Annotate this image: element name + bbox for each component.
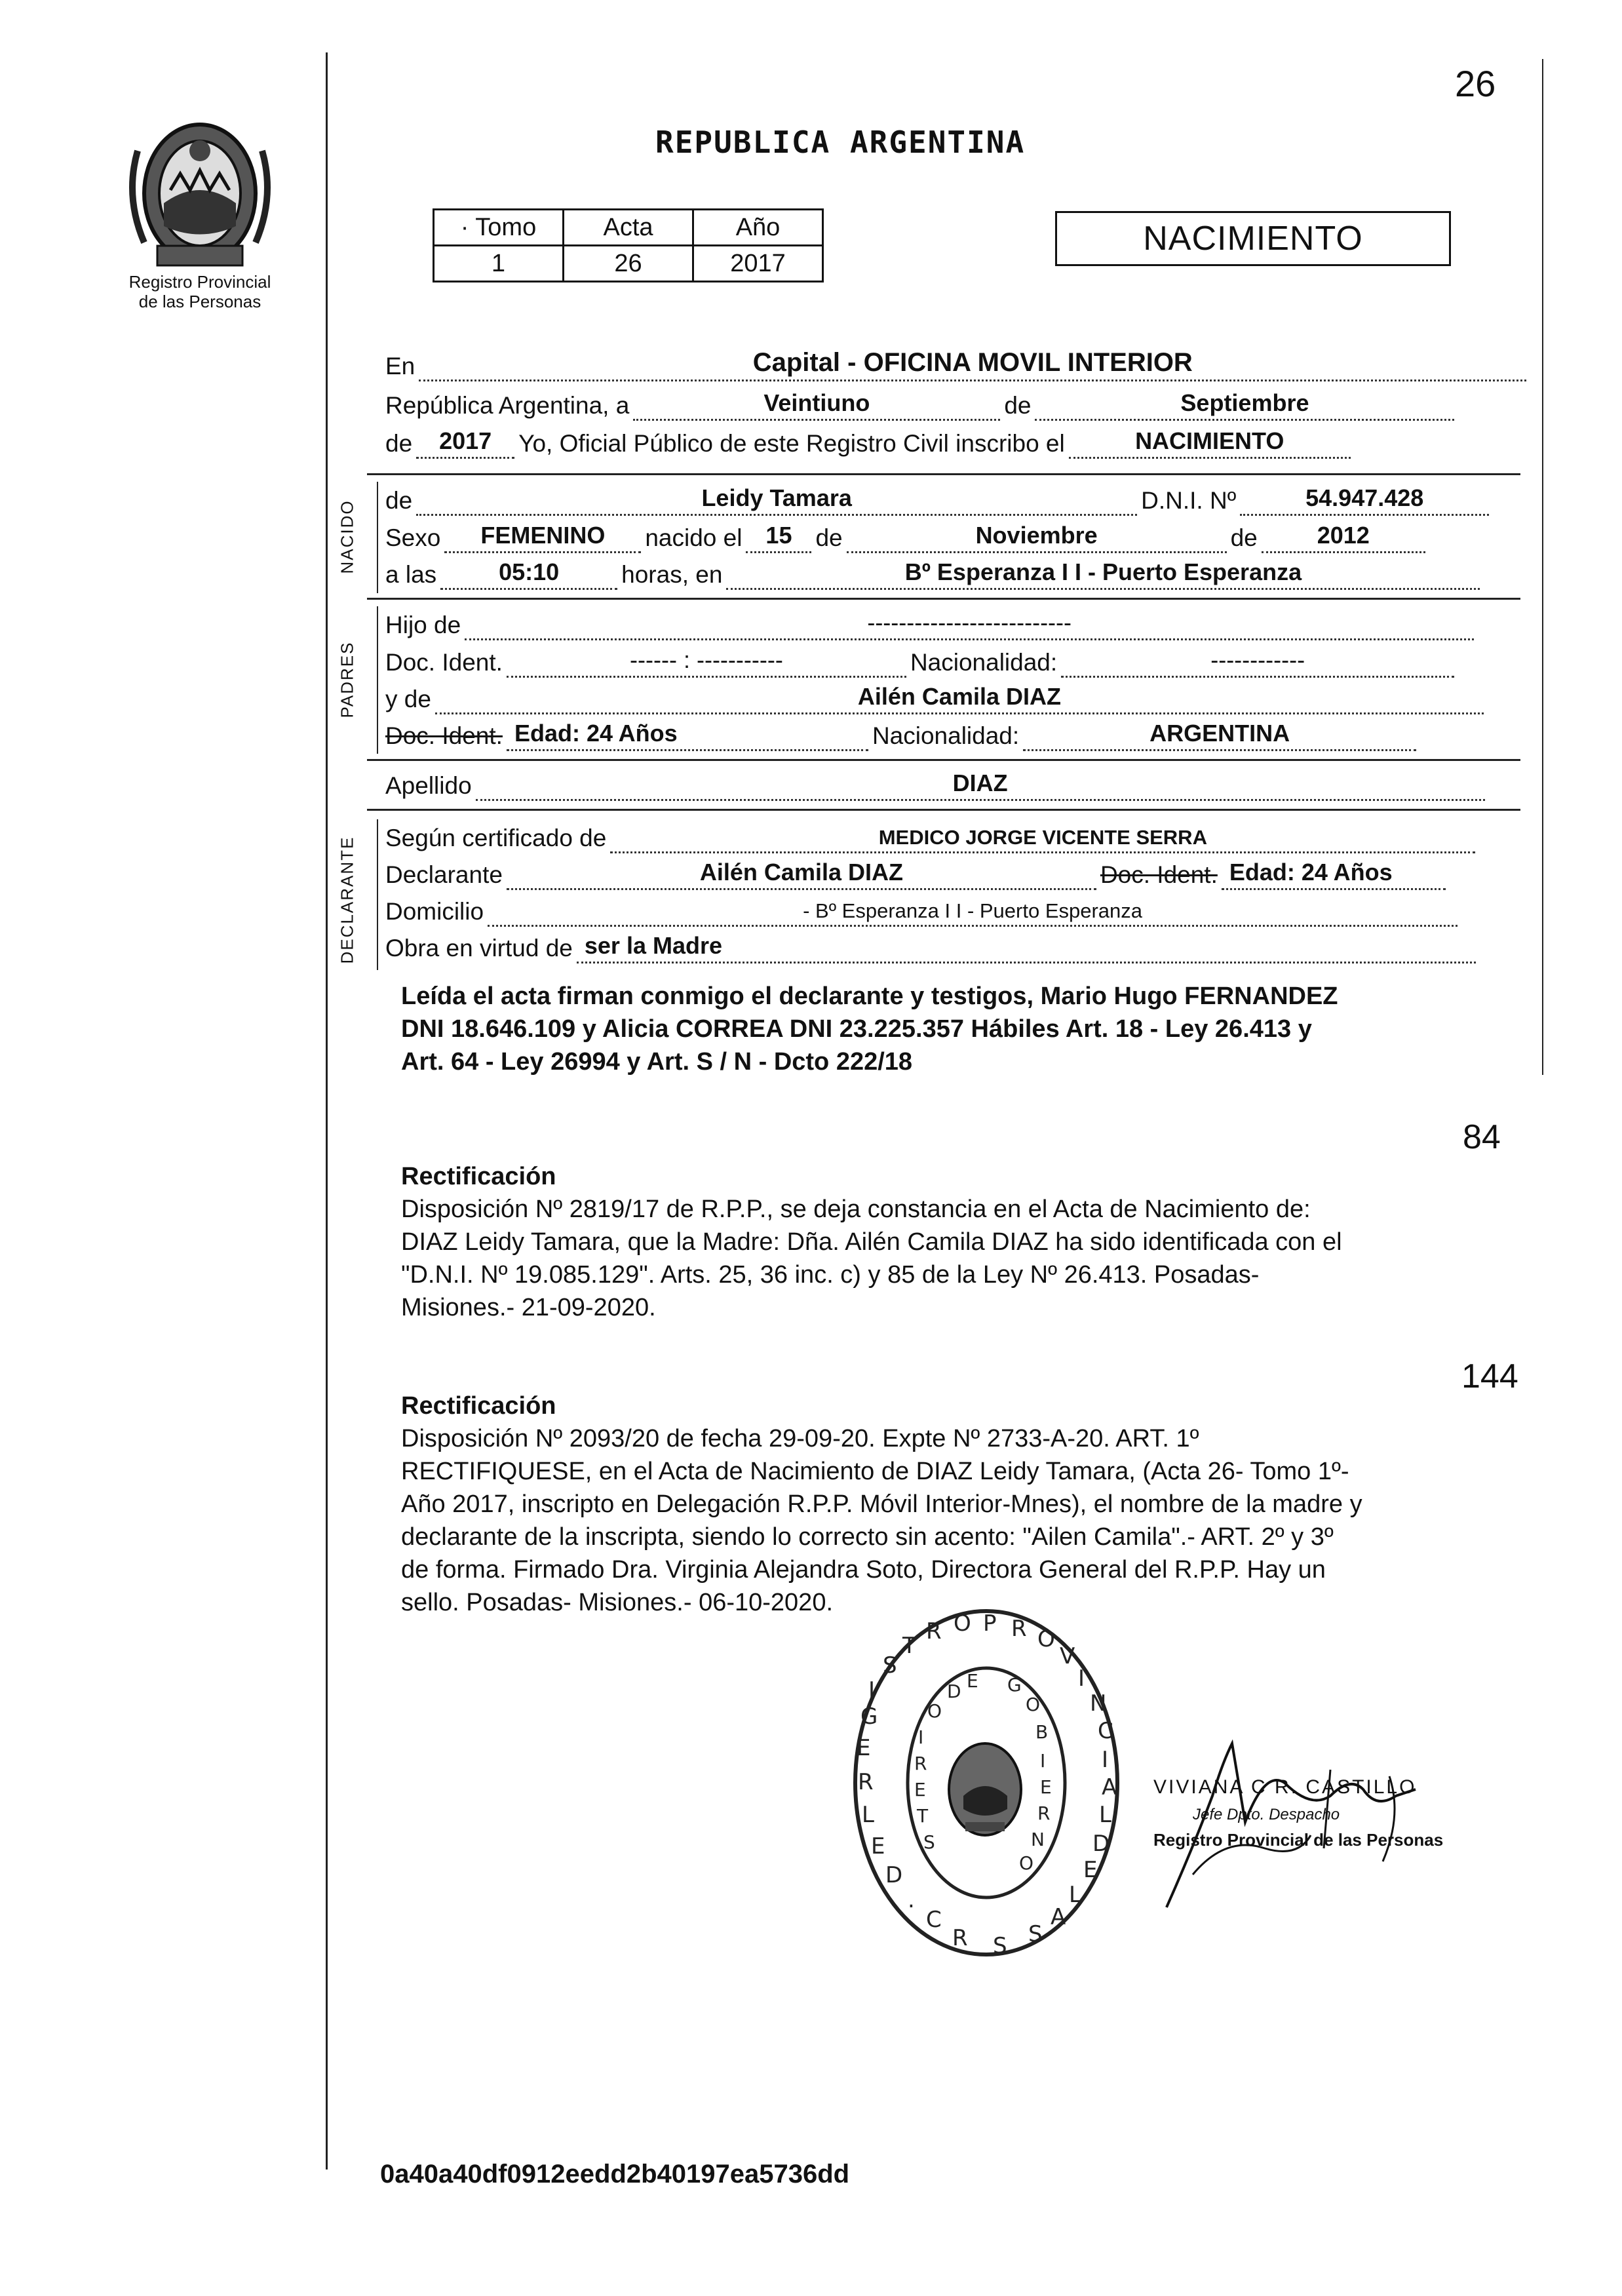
rectification-line: Año 2017, inscripto en Delegación R.P.P. Móvil Interior-Mnes), el nombre de la madre y [401,1490,1362,1518]
horas-label: horas, en [621,561,723,588]
obra-label: Obra en virtud de [385,935,573,962]
row-time [385,556,1484,590]
margin-number: 84 [1463,1118,1501,1156]
svg-text:L: L [1099,1802,1111,1828]
section-rule [377,482,378,593]
nacionalidad-value: ------------ [1061,642,1454,678]
svg-text:G: G [860,1703,878,1730]
svg-text:L: L [862,1802,874,1828]
svg-text:S: S [1028,1921,1043,1947]
svg-text:C: C [1098,1718,1113,1744]
svg-text:N: N [1090,1690,1107,1717]
svg-text:R: R [926,1618,942,1644]
svg-text:O: O [1019,1852,1034,1874]
nacionalidad2-value: ARGENTINA [1023,716,1416,751]
divider [367,598,1520,600]
page-number: 26 [1455,63,1496,104]
sexo-label: Sexo [385,524,441,551]
nacido-label: nacido el [645,524,743,551]
birth-month: Noviembre [847,518,1227,553]
svg-text:G: G [1007,1674,1022,1696]
cert-value: MEDICO JORGE VICENTE SERRA [610,818,1475,853]
declarante-value: Ailén Camila DIAZ [507,855,1096,890]
svg-text:R: R [1011,1616,1027,1642]
svg-text:D: D [947,1681,961,1702]
svg-text:R: R [952,1925,968,1951]
month-value: Septiembre [1035,385,1454,421]
row-inscribo [385,425,1355,459]
rectification-line: Disposición Nº 2093/20 de fecha 29-09-20. Expte Nº 2733-A-20. ART. 1º [401,1425,1199,1452]
rectification-title: Rectificación [401,1392,556,1420]
row-declarante [385,856,1450,890]
cert-label: Según certificado de [385,825,607,851]
side-label-padres: PADRES [337,641,357,718]
table-value-ano: 2017 [693,246,823,282]
doc-value: ------ : ----------- [507,642,906,678]
right-margin-rule [1542,59,1543,1075]
obra-value: ser la Madre [577,928,1476,963]
svg-text:T: T [902,1633,916,1659]
declarante-edad-value: Edad: 24 Años [1222,855,1446,890]
divider [367,809,1520,811]
registry-label: Registro Provincial de las Personas [128,272,271,311]
svg-text:C: C [926,1907,942,1933]
dni-label: D.N.I. Nº [1141,487,1237,514]
birth-year: 2012 [1262,518,1425,553]
divider [367,473,1520,475]
rectification-line: sello. Posadas- Misiones.- 06-10-2020. [401,1589,834,1616]
rectification-line: DIAZ Leidy Tamara, que la Madre: Dña. Ailén Camila DIAZ ha sido identificada con el [401,1228,1342,1256]
svg-text:I: I [1102,1747,1109,1773]
signer-role: Jefe Dpto. Despacho [1193,1806,1340,1823]
svg-text:T: T [917,1805,929,1827]
de-label: de [1230,524,1258,551]
inscribo-value: NACIMIENTO [1069,423,1351,459]
svg-text:S: S [883,1652,897,1679]
row-doc [385,644,1458,678]
time-value: 05:10 [440,555,617,590]
place-value: Bº Esperanza I I - Puerto Esperanza [726,555,1480,590]
declarante-label: Declarante [385,861,503,888]
svg-text:D: D [1092,1831,1110,1857]
record-reference-table [433,208,824,282]
doc2-label: Doc. Ident. [385,722,503,749]
doc-label: Doc. Ident. [385,649,503,676]
svg-text:P: P [983,1610,997,1637]
de-label: de [385,430,413,457]
nacionalidad2-label: Nacionalidad: [872,722,1020,749]
record-type-box: NACIMIENTO [1055,211,1451,266]
day-value: Veintiuno [633,385,1000,421]
svg-text:E: E [1083,1857,1098,1883]
rectification-title: Rectificación [401,1163,556,1190]
closing-line: DNI 18.646.109 y Alicia CORREA DNI 23.225.357 Hábiles Art. 18 - Ley 26.413 y [401,1015,1312,1043]
apellido-value: DIAZ [476,766,1485,801]
row-republica [385,387,1458,421]
svg-text:E: E [914,1779,926,1800]
document-hash: 0a40a40df0912eedd2b40197ea5736dd [380,2160,850,2189]
left-margin-rule [326,52,328,2170]
row-obra [385,929,1480,963]
edad-value: Edad: 24 Años [507,716,868,751]
domicilio-label: Domicilio [385,898,484,925]
svg-text:R: R [1037,1802,1051,1824]
nacionalidad-label: Nacionalidad: [910,649,1058,676]
row-en [385,347,1530,381]
en-value: Capital - OFICINA MOVIL INTERIOR [419,346,1526,381]
rectification-line: "D.N.I. Nº 19.085.129". Arts. 25, 36 inc. c) y 85 de la Ley Nº 26.413. Posadas- [401,1261,1260,1289]
hijo-value: -------------------------- [465,605,1474,640]
mother-value: Ailén Camila DIAZ [435,679,1484,714]
row-name [385,482,1493,516]
svg-text:R: R [914,1753,927,1774]
row-apellido [385,767,1489,801]
svg-text:O: O [954,1610,971,1637]
svg-text:I: I [1040,1750,1046,1772]
alas-label: a las [385,561,437,588]
row-cert [385,819,1479,853]
svg-text:O: O [927,1700,942,1722]
birth-day: 15 [746,518,811,553]
svg-text:E: E [967,1670,978,1692]
official-stamp-icon [842,1599,1130,1966]
sexo-value: FEMENINO [444,518,641,553]
yde-label: y de [385,686,431,712]
declarante-doc-label: Doc. Ident. [1100,861,1218,888]
dni-value: 54.947.428 [1240,480,1489,516]
side-label-declarante: DECLARANTE [337,836,357,964]
table-header-acta: Acta [564,210,693,246]
rectification-line: Disposición Nº 2819/17 de R.P.P., se deja constancia en el Acta de Nacimiento de: [401,1196,1311,1223]
svg-text:O: O [1037,1626,1055,1652]
province-emblem-icon [118,111,282,275]
svg-text:.: . [908,1887,915,1913]
svg-text:O: O [1026,1694,1041,1715]
signature-block [1114,1717,1481,1914]
svg-text:L: L [1069,1882,1081,1908]
rectification-line: Misiones.- 21-09-2020. [401,1294,656,1321]
svg-text:R: R [858,1769,874,1795]
table-header-tomo: · Tomo [434,210,564,246]
en-label: En [385,353,415,379]
closing-line: Art. 64 - Ley 26994 y Art. S / N - Dcto 222/18 [401,1048,913,1076]
svg-text:I: I [868,1677,876,1703]
page-title: REPUBLICA ARGENTINA [655,125,1026,160]
section-rule [377,819,378,970]
republica-label: República Argentina, a [385,392,630,419]
svg-text:S: S [923,1831,935,1853]
svg-text:I: I [918,1726,924,1748]
divider [367,759,1520,761]
apellido-label: Apellido [385,772,472,799]
svg-text:D: D [885,1862,903,1888]
row-domicilio [385,893,1461,927]
row-sexo [385,519,1429,553]
de-label: de [815,524,843,551]
domicilio-value: - Bº Esperanza I I - Puerto Esperanza [488,891,1458,927]
yo-text: Yo, Oficial Público de este Registro Civil inscribo el [518,430,1065,457]
table-header-ano: Año [693,210,823,246]
svg-text:B: B [1035,1721,1049,1743]
svg-text:S: S [993,1933,1007,1959]
year-value: 2017 [416,423,514,459]
svg-text:A: A [1051,1904,1066,1930]
row-hijo [385,606,1478,640]
row-mother [385,680,1488,714]
svg-text:N: N [1031,1829,1045,1850]
de-label: de [1004,392,1032,419]
svg-text:I: I [1078,1665,1085,1692]
name-value: Leidy Tamara [416,480,1137,516]
margin-number: 144 [1461,1357,1518,1395]
rectification-note [401,1390,1522,1619]
closing-line: Leída el acta firman conmigo el declarante y testigos, Mario Hugo FERNANDEZ [401,983,1338,1010]
signer-name: VIVIANA C R. CASTILLO [1153,1776,1417,1798]
signer-org: Registro Provincial de las Personas [1153,1830,1444,1850]
row-doc2 [385,717,1420,751]
svg-text:E: E [1040,1776,1052,1798]
hijo-label: Hijo de [385,612,461,638]
side-label-nacido: NACIDO [337,499,357,574]
svg-text:E: E [871,1833,885,1859]
rectification-line: de forma. Firmado Dra. Virginia Alejandra Soto, Directora General del R.P.P. Hay un [401,1556,1326,1584]
rectification-note [401,1160,1515,1324]
svg-text:E: E [857,1735,871,1761]
svg-text:V: V [1060,1643,1075,1669]
rectification-line: RECTIFIQUESE, en el Acta de Nacimiento de DIAZ Leidy Tamara, (Acta 26- Tomo 1º- [401,1458,1349,1485]
rectification-line: declarante de la inscripta, siendo lo correcto sin acento: "Ailen Camila".- ART. 2º y 3º [401,1523,1334,1551]
svg-text:A: A [1102,1774,1117,1800]
section-rule [377,606,378,754]
table-value-acta: 26 [564,246,693,282]
de-label: de [385,487,413,514]
table-value-tomo: 1 [434,246,564,282]
closing-statement [401,980,1502,1078]
